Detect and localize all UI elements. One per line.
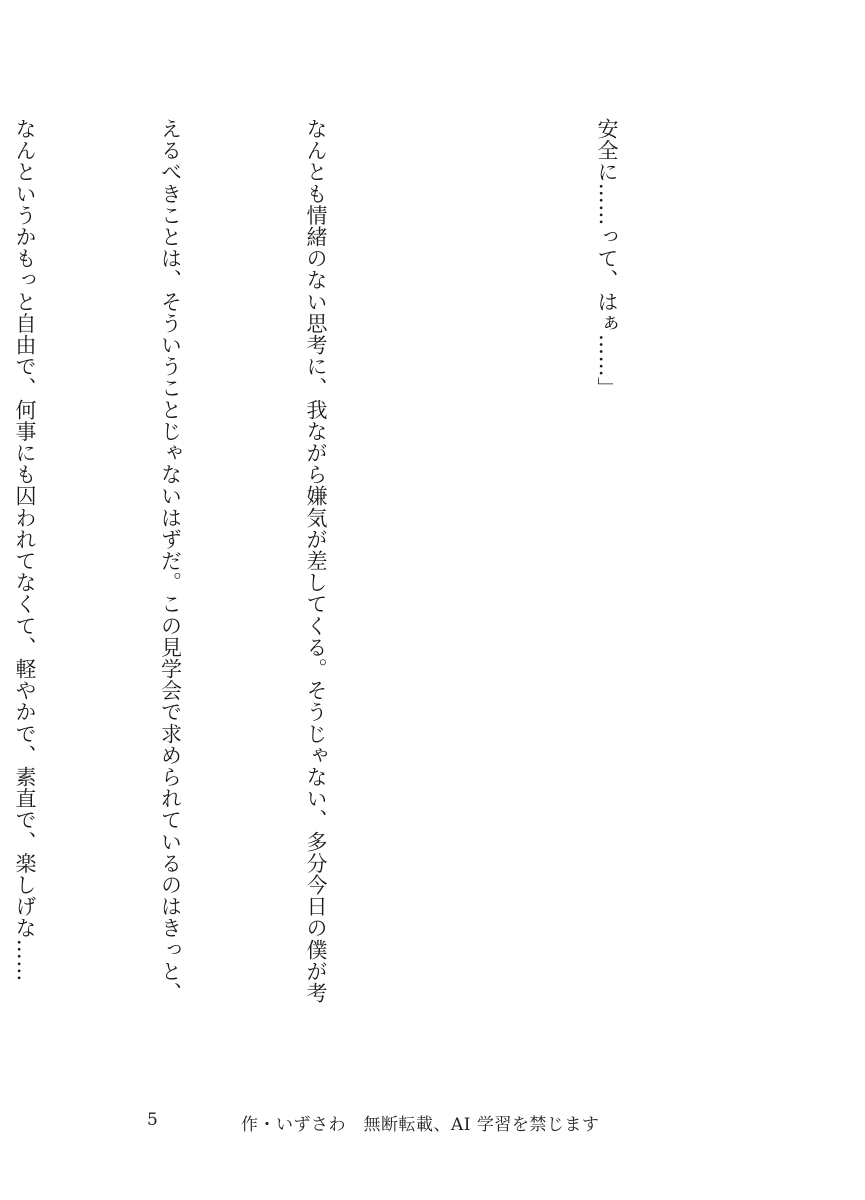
page-number: 5 [147, 1110, 158, 1130]
text-line: えるべきことは、そういうことじゃないはずだ。この見学会で求められているのはきっと、 [158, 118, 183, 1004]
text-line: 安全に……って、はぁ……」 [595, 118, 619, 399]
author-credit: 作・いずさわ 無断転載、AI 学習を禁じます [241, 1115, 600, 1135]
vertical-text-body [0, 118, 728, 1058]
text-line: なんというかもっと自由で、何事にも囚われてなくて、軽やかで、素直で、楽しげな…… [13, 118, 37, 982]
blank-line [437, 118, 486, 1058]
page-footer [0, 1110, 865, 1140]
text-line: なんとも情緒のない思考に、我ながら嫌気が差してくる。そうじゃない、多分今日の僕が考 [304, 118, 328, 1004]
